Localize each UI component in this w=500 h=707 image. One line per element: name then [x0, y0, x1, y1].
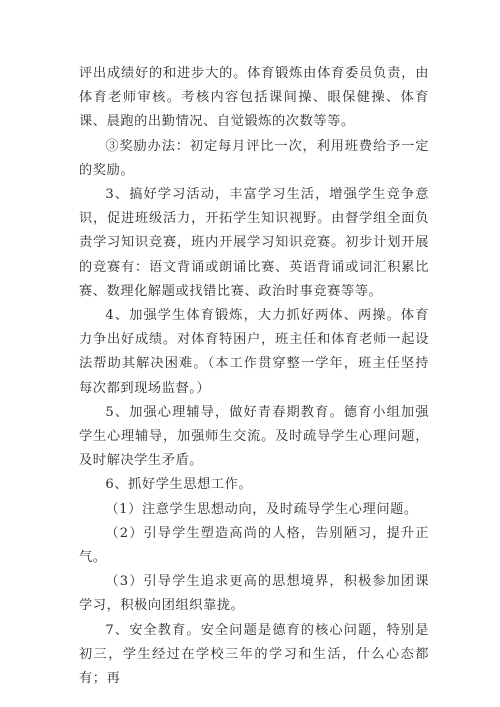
paragraph-5: 5、加强心理辅导，做好青春期教育。德育小组加强学生心理辅导，加强师生交流。及时疏导学生心理问题，及时解决学生矛盾。: [79, 404, 429, 469]
paragraph-9: （3）引导学生追求更高的思想境界，积极参加团课学习，积极向团组织靠拢。: [79, 574, 429, 614]
paragraph-2: ③奖励办法：初定每月评比一次，利用班费给予一定的奖励。: [79, 138, 429, 178]
paragraph-3: 3、搞好学习活动，丰富学习生活，增强学生竞争意识，促进班级活力，开拓学生知识视野。由督学组全面负责学习知识竞赛，班内开展学习知识竞赛。初步计划开展的竞赛有：语文背诵或朗诵比赛、英语背诵或词汇积累比赛、数理化解题或找错比赛、政治时事竞赛等等。: [79, 187, 429, 299]
paragraph-8: （2）引导学生塑造高尚的人格，告别陋习，提升正气。: [79, 525, 429, 566]
paragraph-1: 评出成绩好的和进步大的。体育锻炼由体育委员负责，由体育老师审核。考核内容包括课间操、眼保健操、体育课、晨跑的出勤情况、自觉锻炼的次数等等。: [79, 66, 429, 130]
paragraph-7: （1）注意学生思想动向，及时疏导学生心理问题。: [105, 501, 418, 517]
paragraph-10: 7、安全教育。安全问题是德育的核心问题，特别是初三，学生经过在学校三年的学习和生活，什么心态都有；再: [79, 622, 429, 687]
document-page: [79, 62, 429, 691]
paragraph-6: 6、抓好学生思想工作。: [105, 477, 253, 493]
paragraph-4: 4、加强学生体育锻炼，大力抓好两体、两操。体育力争出好成绩。对体育特困户，班主任和体育老师一起设法帮助其解决困难。（本工作贯穿整一学年，班主任坚持每次都到现场监督。）: [79, 308, 429, 396]
